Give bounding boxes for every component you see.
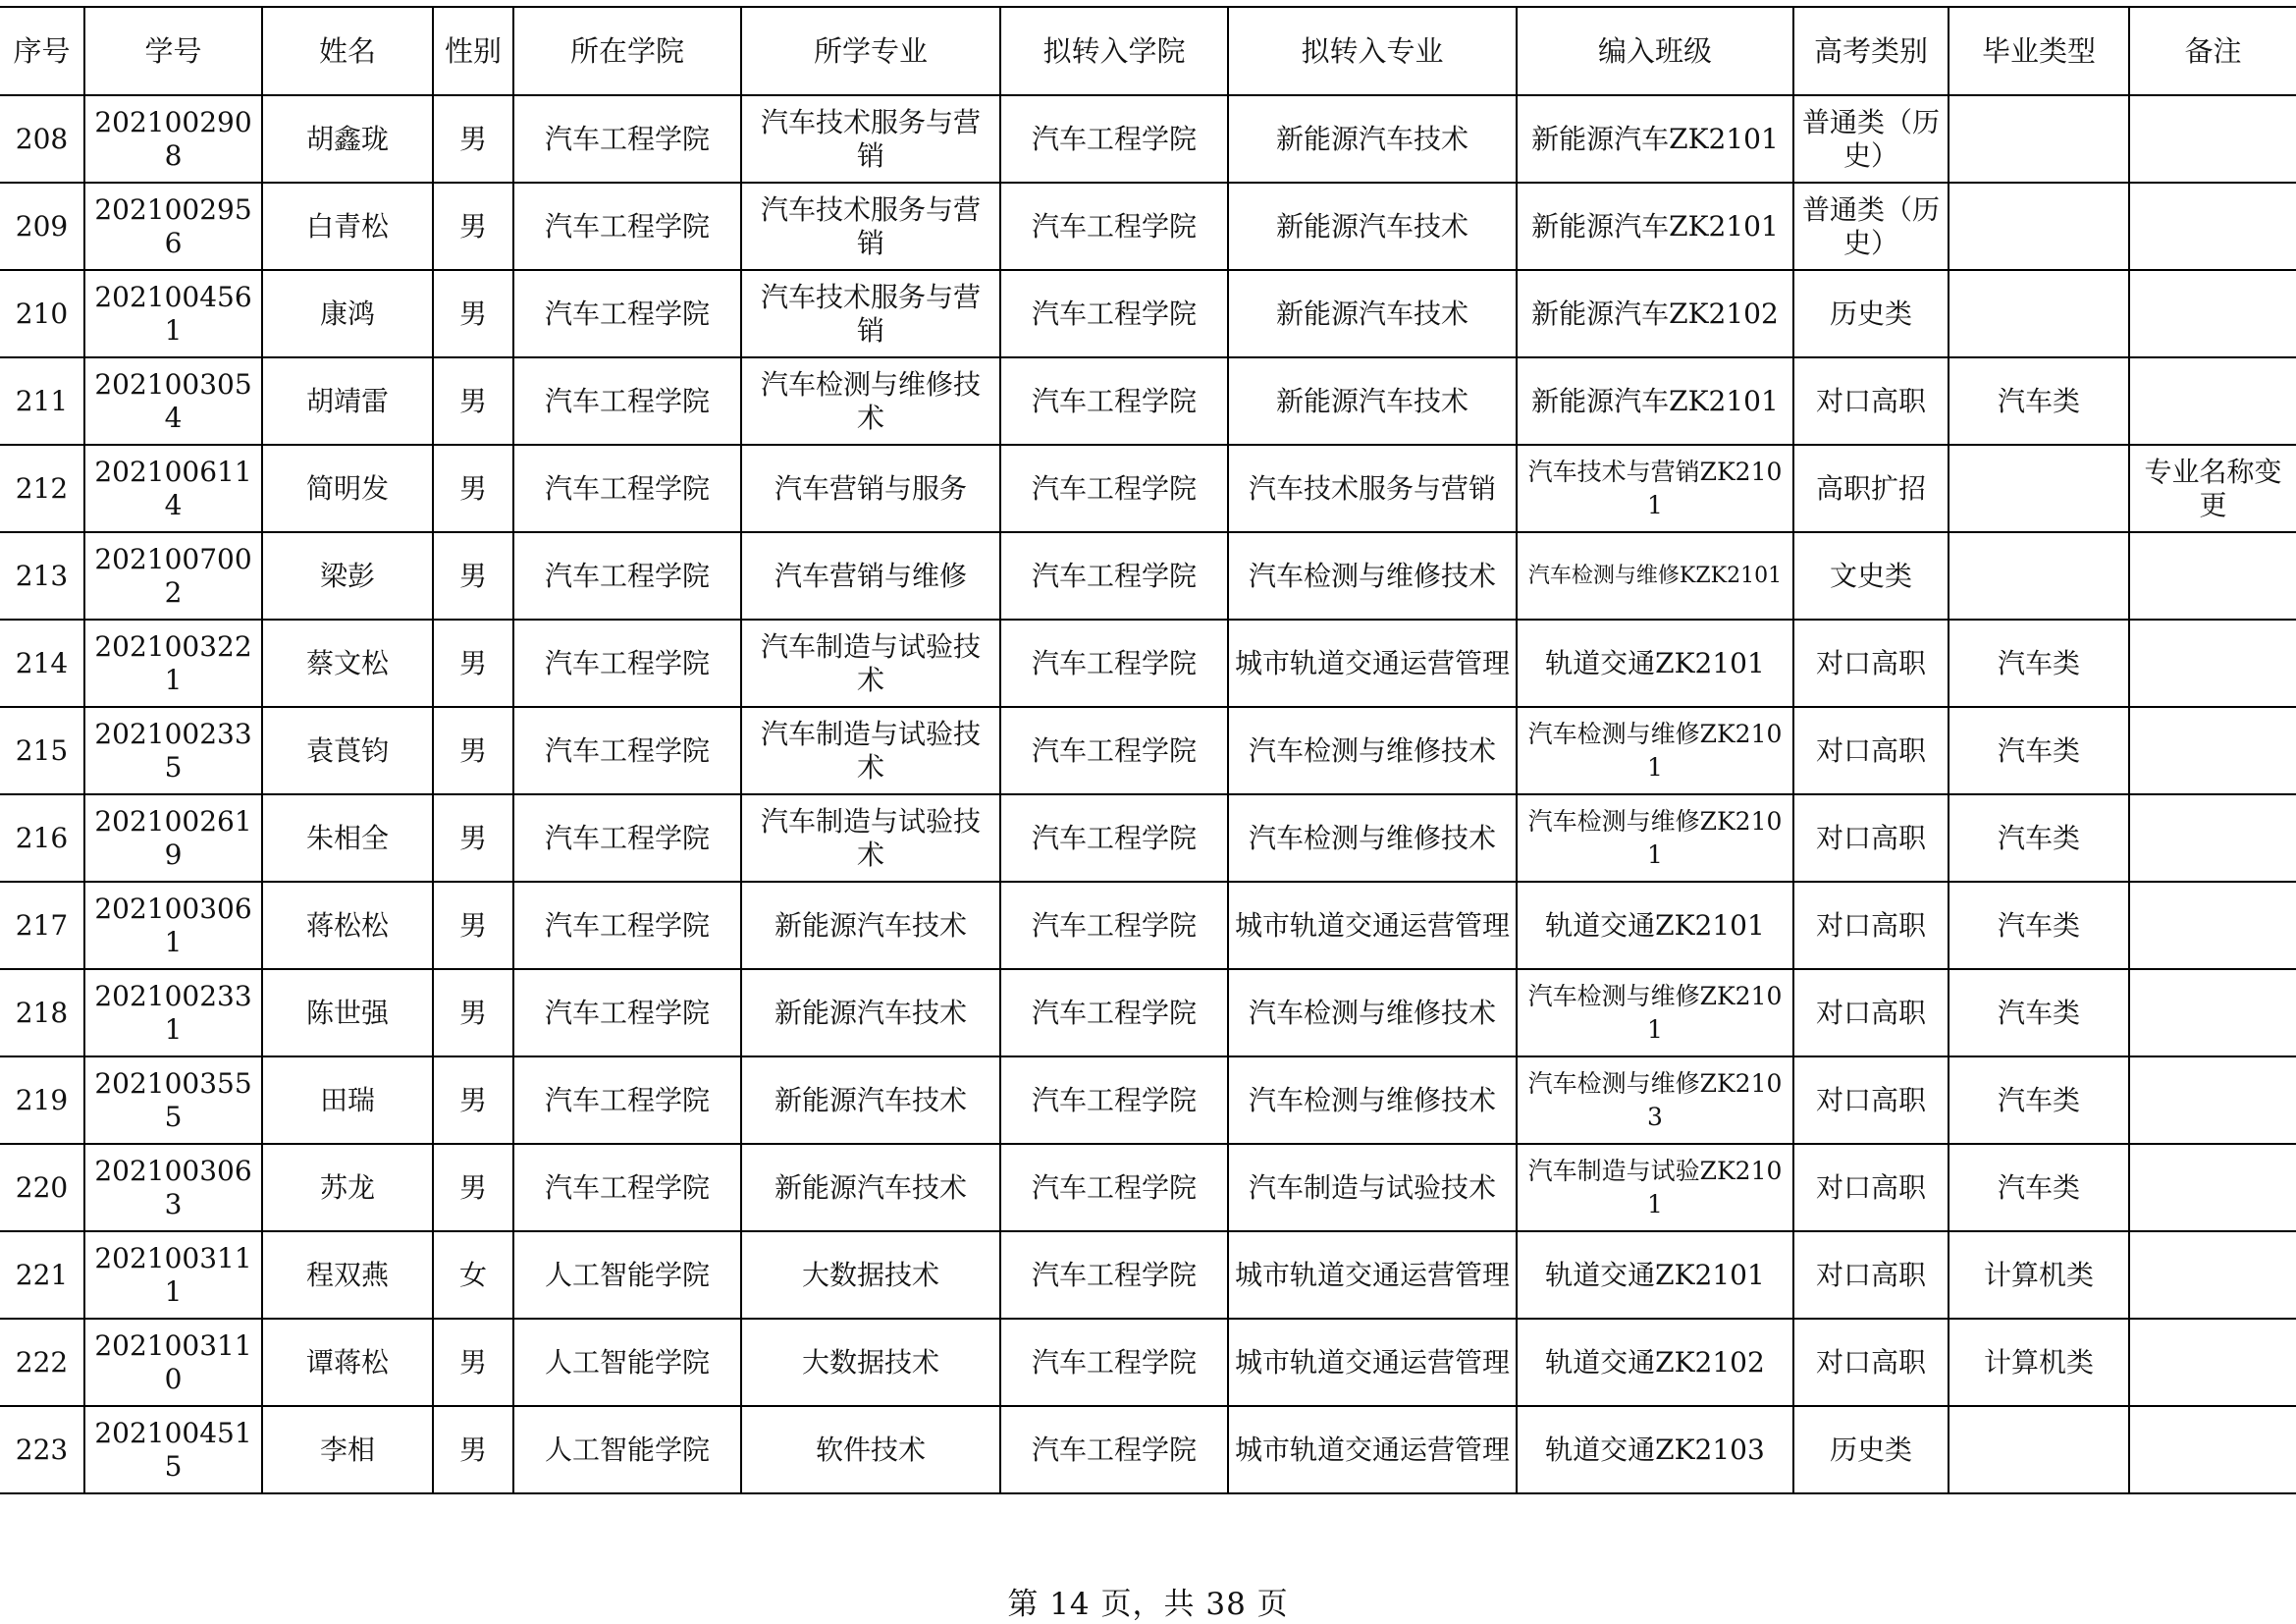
cell-target-college: 汽车工程学院 — [1000, 1144, 1228, 1231]
cell-target-major: 城市轨道交通运营管理 — [1228, 620, 1517, 707]
cell-assigned-class: 新能源汽车ZK2101 — [1517, 95, 1793, 183]
cell-current-major: 汽车技术服务与营销 — [741, 270, 1000, 357]
table-row — [0, 1056, 2296, 1144]
cell-exam-category: 普通类（历史） — [1793, 95, 1949, 183]
cell-remarks — [2129, 707, 2296, 794]
table-row — [0, 1319, 2296, 1406]
cell-graduation-type: 汽车类 — [1949, 1056, 2129, 1144]
cell-target-college: 汽车工程学院 — [1000, 1319, 1228, 1406]
cell-name: 谭蒋松 — [262, 1319, 433, 1406]
cell-graduation-type — [1949, 445, 2129, 532]
table-row — [0, 882, 2296, 969]
cell-current-college: 汽车工程学院 — [513, 794, 741, 882]
cell-target-major: 城市轨道交通运营管理 — [1228, 1406, 1517, 1493]
cell-target-college: 汽车工程学院 — [1000, 882, 1228, 969]
cell-name: 苏龙 — [262, 1144, 433, 1231]
cell-seq: 215 — [0, 707, 84, 794]
cell-current-major: 汽车技术服务与营销 — [741, 95, 1000, 183]
cell-target-college: 汽车工程学院 — [1000, 620, 1228, 707]
table-body — [0, 95, 2296, 1493]
cell-target-college: 汽车工程学院 — [1000, 95, 1228, 183]
cell-current-major: 新能源汽车技术 — [741, 1144, 1000, 1231]
cell-name: 胡鑫珑 — [262, 95, 433, 183]
table-row — [0, 794, 2296, 882]
cell-target-major: 汽车检测与维修技术 — [1228, 532, 1517, 620]
cell-seq: 214 — [0, 620, 84, 707]
cell-exam-category: 对口高职 — [1793, 1231, 1949, 1319]
cell-assigned-class: 汽车检测与维修ZK2103 — [1517, 1056, 1793, 1144]
cell-target-college: 汽车工程学院 — [1000, 532, 1228, 620]
cell-remarks — [2129, 620, 2296, 707]
cell-graduation-type: 汽车类 — [1949, 707, 2129, 794]
cell-remarks — [2129, 1231, 2296, 1319]
cell-gender: 男 — [433, 1144, 513, 1231]
cell-exam-category: 对口高职 — [1793, 620, 1949, 707]
cell-assigned-class: 汽车检测与维修ZK2101 — [1517, 794, 1793, 882]
column-header-student-id: 学号 — [84, 7, 262, 95]
cell-assigned-class: 汽车检测与维修KZK2101 — [1517, 532, 1793, 620]
cell-name: 朱相全 — [262, 794, 433, 882]
cell-seq: 219 — [0, 1056, 84, 1144]
cell-name: 袁莨钧 — [262, 707, 433, 794]
cell-target-major: 汽车技术服务与营销 — [1228, 445, 1517, 532]
cell-target-college: 汽车工程学院 — [1000, 183, 1228, 270]
cell-name: 简明发 — [262, 445, 433, 532]
column-header-exam-category: 高考类别 — [1793, 7, 1949, 95]
cell-target-major: 城市轨道交通运营管理 — [1228, 882, 1517, 969]
cell-graduation-type: 汽车类 — [1949, 794, 2129, 882]
cell-assigned-class: 汽车制造与试验ZK2101 — [1517, 1144, 1793, 1231]
cell-remarks — [2129, 357, 2296, 445]
table-row — [0, 95, 2296, 183]
cell-student-id: 2021003054 — [84, 357, 262, 445]
cell-current-college: 汽车工程学院 — [513, 532, 741, 620]
cell-student-id: 2021007002 — [84, 532, 262, 620]
cell-current-college: 汽车工程学院 — [513, 183, 741, 270]
cell-target-college: 汽车工程学院 — [1000, 1231, 1228, 1319]
cell-remarks — [2129, 1144, 2296, 1231]
cell-exam-category: 历史类 — [1793, 270, 1949, 357]
cell-seq: 217 — [0, 882, 84, 969]
cell-gender: 男 — [433, 95, 513, 183]
cell-target-college: 汽车工程学院 — [1000, 357, 1228, 445]
cell-assigned-class: 轨道交通ZK2101 — [1517, 620, 1793, 707]
cell-assigned-class: 轨道交通ZK2102 — [1517, 1319, 1793, 1406]
header-row — [0, 7, 2296, 95]
cell-current-college: 汽车工程学院 — [513, 1144, 741, 1231]
cell-remarks — [2129, 532, 2296, 620]
cell-seq: 221 — [0, 1231, 84, 1319]
cell-name: 蒋松松 — [262, 882, 433, 969]
cell-remarks: 专业名称变更 — [2129, 445, 2296, 532]
cell-remarks — [2129, 882, 2296, 969]
cell-student-id: 2021002956 — [84, 183, 262, 270]
cell-current-college: 汽车工程学院 — [513, 270, 741, 357]
cell-seq: 213 — [0, 532, 84, 620]
cell-name: 程双燕 — [262, 1231, 433, 1319]
cell-remarks — [2129, 183, 2296, 270]
cell-exam-category: 对口高职 — [1793, 707, 1949, 794]
cell-graduation-type: 计算机类 — [1949, 1231, 2129, 1319]
cell-target-major: 汽车检测与维修技术 — [1228, 969, 1517, 1056]
cell-gender: 男 — [433, 882, 513, 969]
cell-target-college: 汽车工程学院 — [1000, 1056, 1228, 1144]
cell-graduation-type: 汽车类 — [1949, 620, 2129, 707]
cell-target-college: 汽车工程学院 — [1000, 445, 1228, 532]
cell-seq: 212 — [0, 445, 84, 532]
cell-student-id: 2021004515 — [84, 1406, 262, 1493]
cell-current-major: 汽车制造与试验技术 — [741, 620, 1000, 707]
cell-gender: 男 — [433, 532, 513, 620]
table-row — [0, 1231, 2296, 1319]
cell-current-college: 人工智能学院 — [513, 1319, 741, 1406]
cell-current-major: 大数据技术 — [741, 1319, 1000, 1406]
cell-remarks — [2129, 270, 2296, 357]
cell-seq: 210 — [0, 270, 84, 357]
cell-exam-category: 高职扩招 — [1793, 445, 1949, 532]
cell-gender: 男 — [433, 794, 513, 882]
cell-seq: 222 — [0, 1319, 84, 1406]
cell-current-major: 新能源汽车技术 — [741, 969, 1000, 1056]
cell-current-college: 汽车工程学院 — [513, 969, 741, 1056]
cell-gender: 男 — [433, 1406, 513, 1493]
cell-remarks — [2129, 794, 2296, 882]
cell-student-id: 2021002908 — [84, 95, 262, 183]
cell-target-major: 城市轨道交通运营管理 — [1228, 1231, 1517, 1319]
table-row — [0, 532, 2296, 620]
cell-target-college: 汽车工程学院 — [1000, 794, 1228, 882]
column-header-graduation-type: 毕业类型 — [1949, 7, 2129, 95]
cell-target-college: 汽车工程学院 — [1000, 707, 1228, 794]
cell-graduation-type — [1949, 95, 2129, 183]
column-header-gender: 性别 — [433, 7, 513, 95]
column-header-assigned-class: 编入班级 — [1517, 7, 1793, 95]
cell-assigned-class: 汽车技术与营销ZK2101 — [1517, 445, 1793, 532]
cell-graduation-type: 汽车类 — [1949, 882, 2129, 969]
cell-assigned-class: 轨道交通ZK2103 — [1517, 1406, 1793, 1493]
cell-seq: 218 — [0, 969, 84, 1056]
cell-current-college: 汽车工程学院 — [513, 357, 741, 445]
cell-seq: 223 — [0, 1406, 84, 1493]
table-row — [0, 357, 2296, 445]
cell-target-major: 新能源汽车技术 — [1228, 183, 1517, 270]
cell-assigned-class: 新能源汽车ZK2102 — [1517, 270, 1793, 357]
cell-gender: 男 — [433, 1056, 513, 1144]
table-row — [0, 707, 2296, 794]
cell-remarks — [2129, 969, 2296, 1056]
cell-exam-category: 对口高职 — [1793, 357, 1949, 445]
cell-assigned-class: 汽车检测与维修ZK2101 — [1517, 969, 1793, 1056]
cell-exam-category: 普通类（历史） — [1793, 183, 1949, 270]
cell-current-college: 汽车工程学院 — [513, 95, 741, 183]
cell-name: 梁彭 — [262, 532, 433, 620]
cell-student-id: 2021002619 — [84, 794, 262, 882]
cell-target-college: 汽车工程学院 — [1000, 1406, 1228, 1493]
cell-graduation-type — [1949, 1406, 2129, 1493]
cell-exam-category: 历史类 — [1793, 1406, 1949, 1493]
cell-target-major: 新能源汽车技术 — [1228, 95, 1517, 183]
column-header-target-college: 拟转入学院 — [1000, 7, 1228, 95]
cell-target-major: 汽车检测与维修技术 — [1228, 1056, 1517, 1144]
cell-gender: 男 — [433, 183, 513, 270]
column-header-seq: 序号 — [0, 7, 84, 95]
cell-exam-category: 对口高职 — [1793, 882, 1949, 969]
cell-graduation-type: 汽车类 — [1949, 969, 2129, 1056]
cell-remarks — [2129, 1319, 2296, 1406]
cell-current-major: 汽车检测与维修技术 — [741, 357, 1000, 445]
cell-current-major: 汽车制造与试验技术 — [741, 794, 1000, 882]
cell-exam-category: 对口高职 — [1793, 1144, 1949, 1231]
cell-graduation-type — [1949, 532, 2129, 620]
cell-target-college: 汽车工程学院 — [1000, 969, 1228, 1056]
cell-student-id: 2021002335 — [84, 707, 262, 794]
cell-current-college: 汽车工程学院 — [513, 620, 741, 707]
cell-gender: 男 — [433, 270, 513, 357]
cell-target-major: 城市轨道交通运营管理 — [1228, 1319, 1517, 1406]
cell-gender: 男 — [433, 969, 513, 1056]
cell-remarks — [2129, 95, 2296, 183]
cell-assigned-class: 新能源汽车ZK2101 — [1517, 183, 1793, 270]
cell-gender: 男 — [433, 620, 513, 707]
cell-seq: 211 — [0, 357, 84, 445]
cell-name: 胡靖雷 — [262, 357, 433, 445]
cell-student-id: 2021003063 — [84, 1144, 262, 1231]
cell-assigned-class: 汽车检测与维修ZK2101 — [1517, 707, 1793, 794]
cell-current-college: 汽车工程学院 — [513, 707, 741, 794]
cell-student-id: 2021003061 — [84, 882, 262, 969]
table-header — [0, 7, 2296, 95]
cell-gender: 男 — [433, 707, 513, 794]
table-row — [0, 969, 2296, 1056]
cell-remarks — [2129, 1056, 2296, 1144]
cell-name: 白青松 — [262, 183, 433, 270]
cell-current-college: 汽车工程学院 — [513, 1056, 741, 1144]
cell-graduation-type: 计算机类 — [1949, 1319, 2129, 1406]
column-header-target-major: 拟转入专业 — [1228, 7, 1517, 95]
cell-graduation-type — [1949, 183, 2129, 270]
cell-assigned-class: 新能源汽车ZK2101 — [1517, 357, 1793, 445]
cell-exam-category: 对口高职 — [1793, 1319, 1949, 1406]
cell-name: 康鸿 — [262, 270, 433, 357]
cell-current-major: 汽车营销与维修 — [741, 532, 1000, 620]
cell-graduation-type: 汽车类 — [1949, 357, 2129, 445]
cell-target-major: 新能源汽车技术 — [1228, 357, 1517, 445]
student-transfer-table — [0, 6, 2296, 1494]
cell-remarks — [2129, 1406, 2296, 1493]
cell-exam-category: 对口高职 — [1793, 1056, 1949, 1144]
cell-current-college: 人工智能学院 — [513, 1406, 741, 1493]
cell-gender: 女 — [433, 1231, 513, 1319]
cell-student-id: 2021003110 — [84, 1319, 262, 1406]
cell-gender: 男 — [433, 1319, 513, 1406]
column-header-remarks: 备注 — [2129, 7, 2296, 95]
cell-current-major: 汽车制造与试验技术 — [741, 707, 1000, 794]
cell-current-college: 汽车工程学院 — [513, 445, 741, 532]
cell-current-major: 新能源汽车技术 — [741, 882, 1000, 969]
cell-current-college: 人工智能学院 — [513, 1231, 741, 1319]
cell-exam-category: 对口高职 — [1793, 969, 1949, 1056]
cell-target-major: 汽车检测与维修技术 — [1228, 707, 1517, 794]
cell-assigned-class: 轨道交通ZK2101 — [1517, 1231, 1793, 1319]
cell-student-id: 2021003111 — [84, 1231, 262, 1319]
table-row — [0, 270, 2296, 357]
cell-student-id: 2021003555 — [84, 1056, 262, 1144]
cell-graduation-type — [1949, 270, 2129, 357]
cell-exam-category: 对口高职 — [1793, 794, 1949, 882]
cell-current-major: 软件技术 — [741, 1406, 1000, 1493]
cell-seq: 216 — [0, 794, 84, 882]
cell-current-major: 汽车技术服务与营销 — [741, 183, 1000, 270]
cell-current-college: 汽车工程学院 — [513, 882, 741, 969]
cell-name: 蔡文松 — [262, 620, 433, 707]
table-row — [0, 445, 2296, 532]
column-header-current-major: 所学专业 — [741, 7, 1000, 95]
cell-student-id: 2021006114 — [84, 445, 262, 532]
cell-current-major: 汽车营销与服务 — [741, 445, 1000, 532]
cell-student-id: 2021004561 — [84, 270, 262, 357]
cell-name: 田瑞 — [262, 1056, 433, 1144]
cell-student-id: 2021003221 — [84, 620, 262, 707]
cell-name: 李相 — [262, 1406, 433, 1493]
page-number: 第 14 页，共 38 页 — [1007, 1587, 1289, 1622]
cell-seq: 220 — [0, 1144, 84, 1231]
cell-target-college: 汽车工程学院 — [1000, 270, 1228, 357]
cell-target-major: 新能源汽车技术 — [1228, 270, 1517, 357]
cell-current-major: 新能源汽车技术 — [741, 1056, 1000, 1144]
table-row — [0, 1144, 2296, 1231]
cell-seq: 208 — [0, 95, 84, 183]
cell-name: 陈世强 — [262, 969, 433, 1056]
cell-current-major: 大数据技术 — [741, 1231, 1000, 1319]
cell-assigned-class: 轨道交通ZK2101 — [1517, 882, 1793, 969]
column-header-name: 姓名 — [262, 7, 433, 95]
cell-gender: 男 — [433, 357, 513, 445]
cell-target-major: 汽车检测与维修技术 — [1228, 794, 1517, 882]
cell-student-id: 2021002331 — [84, 969, 262, 1056]
table-row — [0, 183, 2296, 270]
table-row — [0, 620, 2296, 707]
cell-gender: 男 — [433, 445, 513, 532]
cell-graduation-type: 汽车类 — [1949, 1144, 2129, 1231]
cell-target-major: 汽车制造与试验技术 — [1228, 1144, 1517, 1231]
column-header-current-college: 所在学院 — [513, 7, 741, 95]
table-row — [0, 1406, 2296, 1493]
cell-exam-category: 文史类 — [1793, 532, 1949, 620]
cell-seq: 209 — [0, 183, 84, 270]
